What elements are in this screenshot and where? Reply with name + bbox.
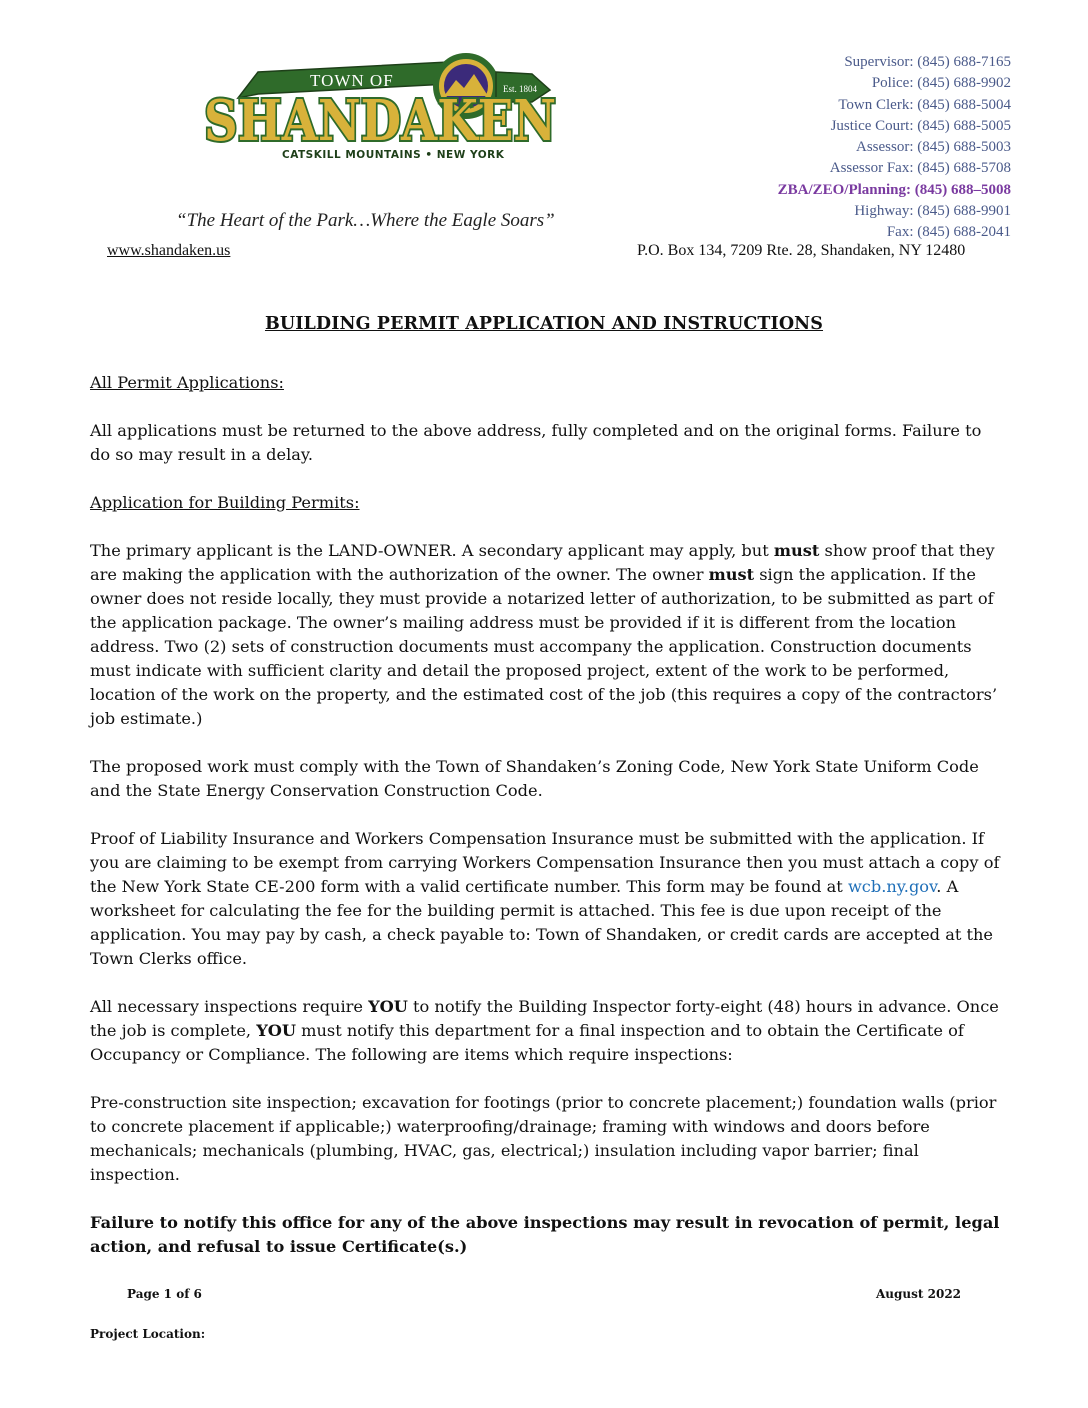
contact-supervisor: Supervisor: (845) 688-7165: [844, 54, 1011, 70]
paragraph-inspections: [90, 995, 1005, 1067]
paragraph-primary-applicant: [90, 539, 1005, 731]
contact-zba-planning: ZBA/ZEO/Planning: (845) 688–5008: [777, 181, 1011, 198]
contact-assessor-fax: Assessor Fax: (845) 688-5708: [829, 160, 1011, 177]
text-run: to notify the Building Inspector forty-eight (48) hours in advance. Once the job is complete,: [90, 997, 999, 1040]
contact-assessor: Assessor: (845) 688-5003: [856, 139, 1011, 156]
section-heading-all: All Permit Applications:: [90, 373, 284, 392]
text-run: Proof of Liability Insurance and Workers Compensation Insurance must be submitted with the application. If you are claiming to be exempt from carrying Workers Compensation Insurance then you must attach a copy of the New York State CE-200 form with a valid certificate number. This form may be found at: [90, 829, 1000, 896]
footer-date: August 2022: [876, 1287, 962, 1301]
warning-text: Failure to notify this office for any of the above inspections may result in revocation of permit, legal action, and refusal to issue Certificate(s.): [90, 1213, 1000, 1256]
contact-town-clerk: Town Clerk: (845) 688-5004: [838, 96, 1011, 113]
mailing-address: P.O. Box 134, 7209 Rte. 28, Shandaken, NY 12480: [637, 242, 966, 259]
emphasis-you: YOU: [256, 1021, 296, 1040]
contact-list: [778, 52, 1011, 244]
project-location-label: Project Location:: [90, 1327, 206, 1341]
emphasis-you: YOU: [368, 997, 408, 1016]
wcb-link[interactable]: wcb.ny.gov: [847, 877, 937, 896]
logo-subtitle: CATSKILL MOUNTAINS • NEW YORK: [282, 149, 505, 161]
contact-justice-court: Justice Court: (845) 688-5005: [830, 117, 1011, 134]
document-body: [90, 371, 1005, 1283]
logo-name: SHANDAKEN: [204, 88, 556, 154]
warning-paragraph: [90, 1211, 1005, 1259]
page-title: BUILDING PERMIT APPLICATION AND INSTRUCTIONS: [264, 314, 824, 334]
contact-police: Police: (845) 688-9902: [871, 75, 1011, 92]
town-logo: [198, 50, 562, 170]
text-run: must notify this department for a final inspection and to obtain the Certificate of Occupancy or Compliance. The following are items which require inspections:: [90, 1021, 964, 1064]
paragraph-comply: The proposed work must comply with the Town of Shandaken’s Zoning Code, New York State Uniform Code and the State Energy Conservation Construction Code.: [90, 757, 979, 800]
paragraph-insurance: [90, 827, 1005, 971]
text-run: . A worksheet for calculating the fee for the building permit is attached. This fee is due upon receipt of the application. You may pay by cash, a check payable to: Town of Shandaken, or credit cards are accepted at the Town Clerks office.: [90, 877, 994, 968]
logo-est: Est. 1804: [503, 84, 538, 94]
paragraph-inspection-list: Pre-construction site inspection; excavation for footings (prior to concrete placement;) foundation walls (prior to concrete placement if applicable;) waterproofing/drainage; framing with windows and doors before mechanicals; mechanicals (plumbing, HVAC, gas, electrical;) insulation including vapor barrier; final inspection.: [90, 1093, 997, 1184]
text-run: show proof that they are making the application with the authorization of the owner. The owner: [90, 541, 995, 584]
contact-highway: Highway: (845) 688-9901: [854, 203, 1011, 220]
paragraph-all-applications: All applications must be returned to the above address, fully completed and on the original forms. Failure to do so may result in a delay.: [90, 421, 982, 464]
website-link[interactable]: www.shandaken.us: [107, 242, 231, 259]
section-heading-application: Application for Building Permits:: [90, 493, 360, 512]
text-run: All necessary inspections require: [90, 997, 369, 1016]
text-run: The primary applicant is the LAND-OWNER. A secondary applicant may apply, but: [90, 541, 774, 560]
tagline: “The Heart of the Park…Where the Eagle Soars”: [176, 210, 555, 231]
emphasis-must: must: [773, 541, 820, 560]
logo-town-of: TOWN OF: [310, 71, 394, 90]
contact-fax: Fax: (845) 688-2041: [886, 224, 1011, 241]
emphasis-must: must: [708, 565, 755, 584]
page-number: Page 1 of 6: [127, 1287, 202, 1301]
text-run: sign the application. If the owner does not reside locally, they must provide a notarized letter of authorization, to be submitted as part of the application package. The owner’s mailing address must be provided if it is different from the location address. Two (2) sets of construction documents must accompany the application. Construction documents must indicate with sufficient clarity and detail the proposed project, extent of the work to be performed, location of the work on the property, and the estimated cost of the job (this requires a copy of the contractors’ job estimate.): [90, 565, 998, 728]
